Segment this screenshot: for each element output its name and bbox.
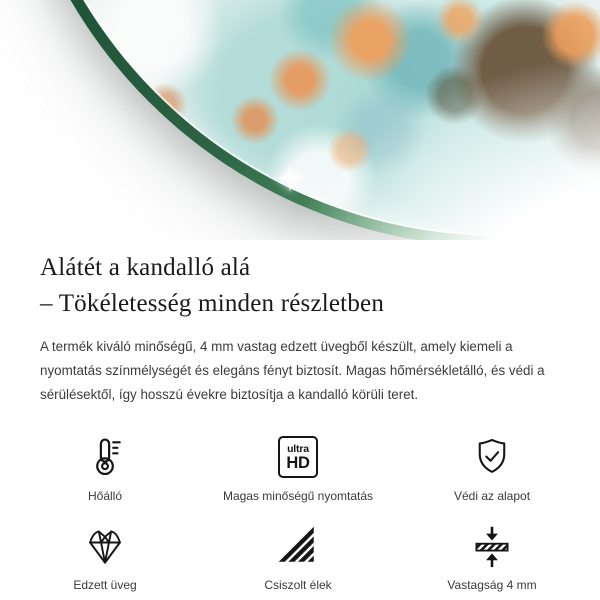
title-line-2: – Tökéletesség minden részletben	[40, 290, 385, 317]
feature-thickness	[447, 523, 536, 592]
thickness-icon	[470, 523, 514, 569]
feature-label: Vastagság 4 mm	[447, 578, 537, 592]
ultra-hd-badge-top: ultra	[287, 442, 309, 455]
diamond-icon	[84, 523, 126, 569]
title-line-1: Alátét a kandalló alá	[40, 254, 251, 281]
shield-check-icon	[471, 434, 513, 480]
feature-label: Edzett üveg	[73, 578, 137, 592]
thermometer-icon	[83, 434, 127, 480]
feature-heat-resistant	[83, 434, 127, 503]
feature-high-quality-print	[223, 434, 373, 503]
ultra-hd-icon	[278, 434, 318, 480]
feature-polished-edges	[264, 523, 331, 592]
feature-label: Csiszolt élek	[264, 578, 332, 592]
ultra-hd-badge-bottom: HD	[286, 453, 310, 472]
feature-grid	[0, 434, 600, 592]
feature-tempered-glass	[73, 523, 136, 592]
feature-label: Magas minőségű nyomtatás	[222, 489, 374, 503]
polished-edges-icon	[277, 523, 319, 569]
sparkle-icon	[276, 164, 304, 192]
feature-label: Védi az alapot	[453, 489, 531, 503]
content-section	[0, 250, 600, 592]
product-hero-image	[0, 0, 600, 240]
page-title	[40, 250, 560, 322]
product-description: A termék kiváló minőségű, 4 mm vastag edzett üvegből készült, amely kiemeli a nyomtatás színmélységét és elegáns fényt biztosít. Magas hőmérsékletálló, és védi a sérülésektől, így hosszú évekre biztosítja a kandalló körüli teret.	[40, 339, 545, 402]
feature-protects-base	[454, 434, 530, 503]
feature-label: Hőálló	[87, 489, 123, 503]
